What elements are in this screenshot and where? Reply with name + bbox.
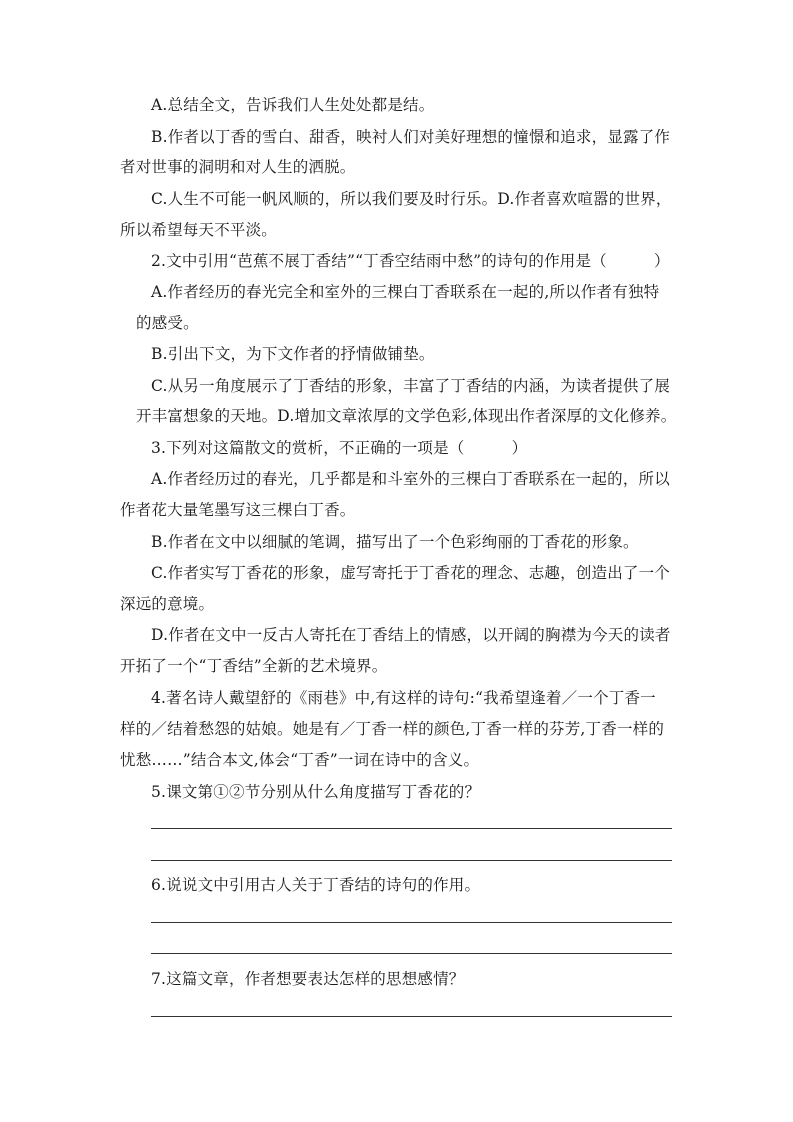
question-5: 5.课文第①②节分别从什么角度描写丁香花的？ — [151, 783, 481, 801]
q3-option-d-line1: D.作者在文中一反古人寄托在丁香结上的情感，以开阔的胸襟为今天的读者 — [151, 626, 671, 644]
q3-option-b: B.作者在文中以细腻的笔调，描写出了一个色彩绚丽的丁香花的形象。 — [151, 533, 639, 551]
answer-line-q5-1[interactable] — [151, 828, 672, 829]
q3-option-a-line2: 作者花大量笔墨写这三棵白丁香。 — [120, 501, 356, 519]
answer-line-q6-1[interactable] — [151, 922, 672, 923]
option-b-line2: 者对世事的洞明和对人生的洒脱。 — [120, 158, 356, 176]
option-c-d-line1: C.人生不可能一帆风顺的，所以我们要及时行乐。D.作者喜欢喧嚣的世界， — [151, 190, 672, 208]
question-4-line3: 忧愁……”结合本文,体会“丁香”一词在诗中的含义。 — [120, 751, 480, 769]
answer-line-q5-2[interactable] — [151, 860, 672, 861]
q2-option-a-line1: A.作者经历的春光完全和室外的三棵白丁香联系在一起的,所以作者有独特 — [151, 283, 660, 301]
q3-option-a-line1: A.作者经历过的春光，几乎都是和斗室外的三棵白丁香联系在一起的，所以 — [151, 470, 670, 488]
answer-line-q7-1[interactable] — [151, 1016, 672, 1017]
question-4-line1: 4.著名诗人戴望舒的《雨巷》中,有这样的诗句:“我希望逢着／一个丁香一 — [151, 689, 656, 707]
option-b-line1: B.作者以丁香的雪白、甜香，映衬人们对美好理想的憧憬和追求，显露了作 — [151, 128, 671, 146]
q3-option-c-line2: 深远的意境。 — [120, 595, 215, 613]
q3-option-d-line2: 开拓了一个“丁香结”全新的艺术境界。 — [120, 657, 388, 675]
question-2: 2.文中引用“芭蕉不展丁香结”“丁香空结雨中愁”的诗句的作用是（ ） — [151, 252, 670, 270]
question-3: 3.下列对这篇散文的赏析，不正确的一项是（ ） — [151, 439, 528, 457]
q2-option-c-line1: C.从另一角度展示了丁香结的形象，丰富了丁香结的内涵，为读者提供了展 — [151, 377, 671, 395]
q2-option-c-d-line2: 开丰富想象的天地。D.增加文章浓厚的文学色彩,体现出作者深厚的文化修养。 — [136, 407, 677, 425]
option-a-summary: A.总结全文，告诉我们人生处处都是结。 — [151, 96, 435, 114]
answer-line-q6-2[interactable] — [151, 953, 672, 954]
question-6: 6.说说文中引用古人关于丁香结的诗句的作用。 — [151, 876, 481, 894]
option-c-d-line2: 所以希望每天不平淡。 — [120, 221, 278, 239]
q2-option-a-line2: 的感受。 — [136, 314, 199, 332]
q3-option-c-line1: C.作者实写丁香花的形象，虚写寄托于丁香花的理念、志趣，创造出了一个 — [151, 564, 671, 582]
question-7: 7.这篇文章，作者想要表达怎样的思想感情？ — [151, 970, 465, 988]
q2-option-b: B.引出下文，为下文作者的抒情做铺垫。 — [151, 345, 435, 363]
question-4-line2: 样的／结着愁怨的姑娘。她是有／丁香一样的颜色,丁香一样的芬芳,丁香一样的 — [120, 720, 665, 738]
